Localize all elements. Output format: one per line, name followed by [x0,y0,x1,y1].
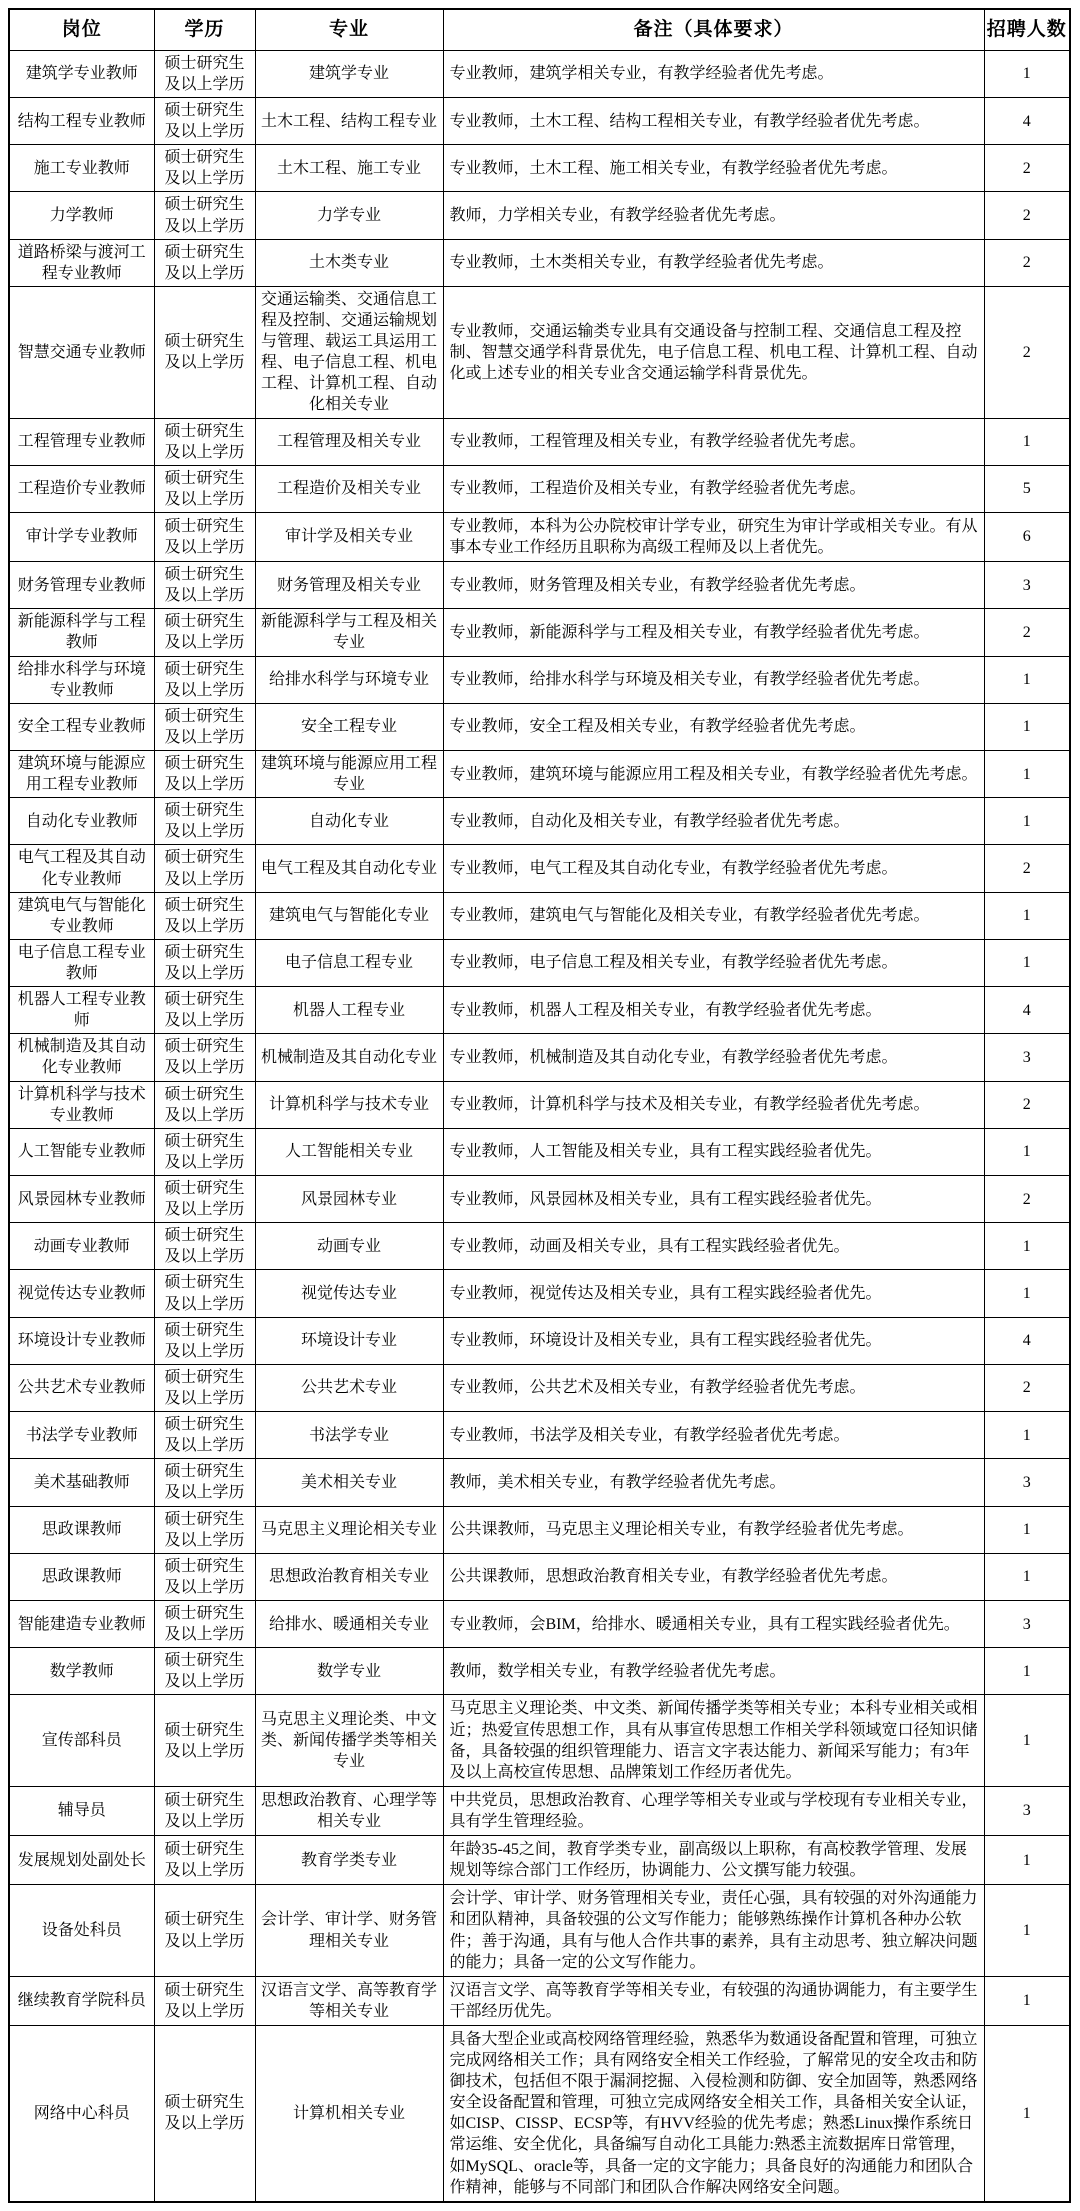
requirements-cell: 教师，数学相关专业，有教学经验者优先考虑。 [443,1648,984,1695]
count-cell: 1 [984,1128,1070,1175]
requirements-cell: 专业教师，建筑环境与能源应用工程及相关专业，有教学经验者优先考虑。 [443,751,984,798]
major-cell: 思想政治教育、心理学等相关专业 [255,1786,443,1835]
position-cell: 环境设计专业教师 [9,1317,154,1364]
major-cell: 审计学及相关专业 [255,512,443,561]
position-cell: 新能源科学与工程教师 [9,609,154,656]
table-row [9,286,1070,418]
major-cell: 公共艺术专业 [255,1364,443,1411]
position-cell: 道路桥梁与渡河工程专业教师 [9,239,154,286]
major-cell: 动画专业 [255,1223,443,1270]
major-cell: 给排水、暖通相关专业 [255,1600,443,1647]
table-row [9,97,1070,144]
education-cell: 硕士研究生及以上学历 [154,987,255,1034]
requirements-cell: 专业教师，交通运输类专业具有交通设备与控制工程、交通信息工程及控制、智慧交通学科背景优先，电子信息工程、机电工程、计算机工程、自动化或上述专业的相关专业含交通运输学科背景优先。 [443,286,984,418]
table-row [9,1034,1070,1081]
position-cell: 计算机科学与技术专业教师 [9,1081,154,1128]
education-cell: 硕士研究生及以上学历 [154,1695,255,1786]
position-cell: 动画专业教师 [9,1223,154,1270]
table-row [9,1317,1070,1364]
position-cell: 给排水科学与环境专业教师 [9,656,154,703]
major-cell: 土木工程、施工专业 [255,145,443,192]
requirements-cell: 专业教师，风景园林及相关专业，具有工程实践经验者优先。 [443,1176,984,1223]
major-cell: 建筑学专业 [255,50,443,97]
count-cell: 2 [984,1364,1070,1411]
count-cell: 1 [984,1506,1070,1553]
requirements-cell: 专业教师，土木工程、施工相关专业，有教学经验者优先考虑。 [443,145,984,192]
count-cell: 2 [984,609,1070,656]
major-cell: 工程造价及相关专业 [255,465,443,512]
education-cell: 硕士研究生及以上学历 [154,1976,255,2025]
count-cell: 3 [984,562,1070,609]
position-cell: 继续教育学院科员 [9,1976,154,2025]
education-cell: 硕士研究生及以上学历 [154,97,255,144]
requirements-cell: 专业教师，环境设计及相关专业，具有工程实践经验者优先。 [443,1317,984,1364]
header-education: 学历 [154,9,255,50]
education-cell: 硕士研究生及以上学历 [154,145,255,192]
table-row [9,656,1070,703]
major-cell: 建筑电气与智能化专业 [255,892,443,939]
requirements-cell: 专业教师，计算机科学与技术及相关专业，有教学经验者优先考虑。 [443,1081,984,1128]
count-cell: 1 [984,1270,1070,1317]
major-cell: 马克思主义理论相关专业 [255,1506,443,1553]
table-row [9,1885,1070,1976]
table-row [9,1553,1070,1600]
education-cell: 硕士研究生及以上学历 [154,1176,255,1223]
header-major: 专业 [255,9,443,50]
education-cell: 硕士研究生及以上学历 [154,512,255,561]
major-cell: 力学专业 [255,192,443,239]
count-cell: 4 [984,987,1070,1034]
table-row [9,892,1070,939]
education-cell: 硕士研究生及以上学历 [154,892,255,939]
position-cell: 人工智能专业教师 [9,1128,154,1175]
education-cell: 硕士研究生及以上学历 [154,1506,255,1553]
count-cell: 1 [984,656,1070,703]
requirements-cell: 专业教师，电气工程及其自动化专业，有教学经验者优先考虑。 [443,845,984,892]
requirements-cell: 专业教师，机器人工程及相关专业，有教学经验者优先考虑。 [443,987,984,1034]
count-cell: 3 [984,1459,1070,1506]
requirements-cell: 专业教师，动画及相关专业，具有工程实践经验者优先。 [443,1223,984,1270]
requirements-cell: 专业教师，自动化及相关专业，有教学经验者优先考虑。 [443,798,984,845]
table-header-row [9,9,1070,50]
count-cell: 1 [984,892,1070,939]
major-cell: 风景园林专业 [255,1176,443,1223]
position-cell: 安全工程专业教师 [9,703,154,750]
count-cell: 1 [984,1553,1070,1600]
education-cell: 硕士研究生及以上学历 [154,1081,255,1128]
requirements-cell: 具备大型企业或高校网络管理经验，熟悉华为数通设备配置和管理，可独立完成网络相关工作；具有网络安全相关工作经验，了解常见的安全攻击和防御技术，包括但不限于漏洞挖掘、入侵检测和防御、安全加固等，熟悉网络安全设备配置和管理，可独立完成网络安全相关工作，具备相关安全认证，如CISP、CISSP、ECSP等，有HVV经验的优先考虑；熟悉Linux操作系统日常运维、安全优化，具备编写自动化工具能力:熟悉主流数据库日常管理，如MySQL、oracle等，具备一定的文字能力；具备良好的沟通能力和团队合作精神，能够与不同部门和团队合作解决网络安全问题。 [443,2025,984,2201]
education-cell: 硕士研究生及以上学历 [154,1836,255,1885]
table-row [9,1412,1070,1459]
education-cell: 硕士研究生及以上学历 [154,939,255,986]
table-row [9,239,1070,286]
education-cell: 硕士研究生及以上学历 [154,192,255,239]
position-cell: 结构工程专业教师 [9,97,154,144]
count-cell: 1 [984,418,1070,465]
major-cell: 交通运输类、交通信息工程及控制、交通运输规划与管理、载运工具运用工程、电子信息工程、机电工程、计算机工程、自动化相关专业 [255,286,443,418]
requirements-cell: 专业教师，建筑电气与智能化及相关专业，有教学经验者优先考虑。 [443,892,984,939]
education-cell: 硕士研究生及以上学历 [154,798,255,845]
education-cell: 硕士研究生及以上学历 [154,286,255,418]
count-cell: 3 [984,1034,1070,1081]
count-cell: 2 [984,286,1070,418]
requirements-cell: 中共党员，思想政治教育、心理学等相关专业或与学校现有专业相关专业，具有学生管理经验。 [443,1786,984,1835]
position-cell: 思政课教师 [9,1506,154,1553]
position-cell: 辅导员 [9,1786,154,1835]
position-cell: 美术基础教师 [9,1459,154,1506]
position-cell: 设备处科员 [9,1885,154,1976]
education-cell: 硕士研究生及以上学历 [154,50,255,97]
education-cell: 硕士研究生及以上学历 [154,1412,255,1459]
position-cell: 电子信息工程专业教师 [9,939,154,986]
education-cell: 硕士研究生及以上学历 [154,845,255,892]
requirements-cell: 专业教师，工程管理及相关专业，有教学经验者优先考虑。 [443,418,984,465]
position-cell: 智慧交通专业教师 [9,286,154,418]
education-cell: 硕士研究生及以上学历 [154,1459,255,1506]
education-cell: 硕士研究生及以上学历 [154,656,255,703]
table-row [9,1081,1070,1128]
major-cell: 书法学专业 [255,1412,443,1459]
major-cell: 会计学、审计学、财务管理相关专业 [255,1885,443,1976]
table-row [9,50,1070,97]
table-row [9,987,1070,1034]
table-row [9,939,1070,986]
major-cell: 财务管理及相关专业 [255,562,443,609]
major-cell: 机器人工程专业 [255,987,443,1034]
education-cell: 硕士研究生及以上学历 [154,465,255,512]
major-cell: 计算机科学与技术专业 [255,1081,443,1128]
header-position: 岗位 [9,9,154,50]
position-cell: 数学教师 [9,1648,154,1695]
table-row [9,1786,1070,1835]
education-cell: 硕士研究生及以上学历 [154,1786,255,1835]
table-row [9,1128,1070,1175]
major-cell: 新能源科学与工程及相关专业 [255,609,443,656]
major-cell: 工程管理及相关专业 [255,418,443,465]
table-row [9,609,1070,656]
count-cell: 1 [984,798,1070,845]
table-row [9,465,1070,512]
table-row [9,1976,1070,2025]
count-cell: 1 [984,703,1070,750]
count-cell: 3 [984,1786,1070,1835]
count-cell: 1 [984,1412,1070,1459]
requirements-cell: 汉语言文学、高等教育学等相关专业，有较强的沟通协调能力，有主要学生干部经历优先。 [443,1976,984,2025]
table-row [9,1364,1070,1411]
major-cell: 视觉传达专业 [255,1270,443,1317]
major-cell: 安全工程专业 [255,703,443,750]
requirements-cell: 专业教师，人工智能及相关专业，具有工程实践经验者优先。 [443,1128,984,1175]
position-cell: 机器人工程专业教师 [9,987,154,1034]
table-row [9,145,1070,192]
requirements-cell: 专业教师，电子信息工程及相关专业，有教学经验者优先考虑。 [443,939,984,986]
position-cell: 力学教师 [9,192,154,239]
position-cell: 宣传部科员 [9,1695,154,1786]
count-cell: 2 [984,1081,1070,1128]
table-row [9,703,1070,750]
major-cell: 土木工程、结构工程专业 [255,97,443,144]
requirements-cell: 专业教师，土木工程、结构工程相关专业，有教学经验者优先考虑。 [443,97,984,144]
position-cell: 自动化专业教师 [9,798,154,845]
table-row [9,1223,1070,1270]
position-cell: 财务管理专业教师 [9,562,154,609]
table-row [9,1836,1070,1885]
count-cell: 2 [984,1176,1070,1223]
table-row [9,1695,1070,1786]
education-cell: 硕士研究生及以上学历 [154,2025,255,2201]
education-cell: 硕士研究生及以上学历 [154,1600,255,1647]
count-cell: 1 [984,1223,1070,1270]
count-cell: 1 [984,1648,1070,1695]
major-cell: 人工智能相关专业 [255,1128,443,1175]
requirements-cell: 专业教师，会BIM，给排水、暖通相关专业，具有工程实践经验者优先。 [443,1600,984,1647]
table-row [9,845,1070,892]
position-cell: 网络中心科员 [9,2025,154,2201]
major-cell: 电子信息工程专业 [255,939,443,986]
education-cell: 硕士研究生及以上学历 [154,1885,255,1976]
count-cell: 1 [984,751,1070,798]
position-cell: 电气工程及其自动化专业教师 [9,845,154,892]
requirements-cell: 专业教师，公共艺术及相关专业，有教学经验者优先考虑。 [443,1364,984,1411]
major-cell: 给排水科学与环境专业 [255,656,443,703]
requirements-cell: 专业教师，本科为公办院校审计学专业，研究生为审计学或相关专业。有从事本专业工作经历且职称为高级工程师及以上者优先。 [443,512,984,561]
education-cell: 硕士研究生及以上学历 [154,1364,255,1411]
count-cell: 1 [984,2025,1070,2201]
table-row [9,418,1070,465]
count-cell: 1 [984,1695,1070,1786]
count-cell: 4 [984,1317,1070,1364]
count-cell: 2 [984,845,1070,892]
table-row [9,1270,1070,1317]
major-cell: 马克思主义理论类、中文类、新闻传播学类等相关专业 [255,1695,443,1786]
table-row [9,562,1070,609]
education-cell: 硕士研究生及以上学历 [154,609,255,656]
requirements-cell: 会计学、审计学、财务管理相关专业，责任心强，具有较强的对外沟通能力和团队精神，具备较强的公文写作能力；能够熟练操作计算机各种办公软件；善于沟通，具有与他人合作共事的素养，具有主动思考、独立解决问题的能力；具备一定的公文写作能力。 [443,1885,984,1976]
count-cell: 1 [984,939,1070,986]
education-cell: 硕士研究生及以上学历 [154,1128,255,1175]
requirements-cell: 专业教师，机械制造及其自动化专业，有教学经验者优先考虑。 [443,1034,984,1081]
position-cell: 建筑电气与智能化专业教师 [9,892,154,939]
count-cell: 4 [984,97,1070,144]
table-row [9,1506,1070,1553]
major-cell: 美术相关专业 [255,1459,443,1506]
table-row [9,2025,1070,2201]
requirements-cell: 公共课教师，马克思主义理论相关专业，有教学经验者优先考虑。 [443,1506,984,1553]
education-cell: 硕士研究生及以上学历 [154,1223,255,1270]
header-requirements: 备注（具体要求） [443,9,984,50]
position-cell: 发展规划处副处长 [9,1836,154,1885]
position-cell: 书法学专业教师 [9,1412,154,1459]
count-cell: 1 [984,1976,1070,2025]
header-count: 招聘人数 [984,9,1070,50]
requirements-cell: 专业教师，土木类相关专业，有教学经验者优先考虑。 [443,239,984,286]
position-cell: 视觉传达专业教师 [9,1270,154,1317]
count-cell: 3 [984,1600,1070,1647]
table-row [9,192,1070,239]
education-cell: 硕士研究生及以上学历 [154,1270,255,1317]
count-cell: 1 [984,1836,1070,1885]
position-cell: 施工专业教师 [9,145,154,192]
position-cell: 审计学专业教师 [9,512,154,561]
major-cell: 机械制造及其自动化专业 [255,1034,443,1081]
education-cell: 硕士研究生及以上学历 [154,1648,255,1695]
table-row [9,798,1070,845]
position-cell: 风景园林专业教师 [9,1176,154,1223]
requirements-cell: 专业教师，书法学及相关专业，有教学经验者优先考虑。 [443,1412,984,1459]
education-cell: 硕士研究生及以上学历 [154,239,255,286]
education-cell: 硕士研究生及以上学历 [154,562,255,609]
position-cell: 公共艺术专业教师 [9,1364,154,1411]
count-cell: 1 [984,50,1070,97]
education-cell: 硕士研究生及以上学历 [154,751,255,798]
major-cell: 建筑环境与能源应用工程专业 [255,751,443,798]
major-cell: 自动化专业 [255,798,443,845]
count-cell: 2 [984,145,1070,192]
count-cell: 2 [984,192,1070,239]
requirements-cell: 专业教师，新能源科学与工程及相关专业，有教学经验者优先考虑。 [443,609,984,656]
table-body [9,50,1070,2202]
major-cell: 土木类专业 [255,239,443,286]
requirements-cell: 专业教师，给排水科学与环境及相关专业，有教学经验者优先考虑。 [443,656,984,703]
education-cell: 硕士研究生及以上学历 [154,1034,255,1081]
position-cell: 工程造价专业教师 [9,465,154,512]
position-cell: 智能建造专业教师 [9,1600,154,1647]
education-cell: 硕士研究生及以上学历 [154,703,255,750]
count-cell: 5 [984,465,1070,512]
table-row [9,1176,1070,1223]
position-cell: 工程管理专业教师 [9,418,154,465]
position-cell: 建筑环境与能源应用工程专业教师 [9,751,154,798]
major-cell: 电气工程及其自动化专业 [255,845,443,892]
major-cell: 数学专业 [255,1648,443,1695]
count-cell: 2 [984,239,1070,286]
table-row [9,751,1070,798]
table-row [9,512,1070,561]
requirements-cell: 专业教师，建筑学相关专业，有教学经验者优先考虑。 [443,50,984,97]
education-cell: 硕士研究生及以上学历 [154,418,255,465]
table-row [9,1600,1070,1647]
requirements-cell: 专业教师，工程造价及相关专业，有教学经验者优先考虑。 [443,465,984,512]
requirements-cell: 专业教师，财务管理及相关专业，有教学经验者优先考虑。 [443,562,984,609]
requirements-cell: 专业教师，视觉传达及相关专业，具有工程实践经验者优先。 [443,1270,984,1317]
position-cell: 建筑学专业教师 [9,50,154,97]
recruitment-table [8,8,1071,2203]
requirements-cell: 公共课教师，思想政治教育相关专业，有教学经验者优先考虑。 [443,1553,984,1600]
requirements-cell: 专业教师，安全工程及相关专业，有教学经验者优先考虑。 [443,703,984,750]
count-cell: 6 [984,512,1070,561]
education-cell: 硕士研究生及以上学历 [154,1317,255,1364]
requirements-cell: 年龄35-45之间，教育学类专业，副高级以上职称，有高校教学管理、发展规划等综合部门工作经历，协调能力、公文撰写能力较强。 [443,1836,984,1885]
requirements-cell: 教师，力学相关专业，有教学经验者优先考虑。 [443,192,984,239]
table-row [9,1459,1070,1506]
position-cell: 机械制造及其自动化专业教师 [9,1034,154,1081]
requirements-cell: 马克思主义理论类、中文类、新闻传播学类等相关专业；本科专业相关或相近；热爱宣传思想工作，具有从事宣传思想工作相关学科领域宽口径知识储备，具备较强的组织管理能力、语言文字表达能力、新闻采写能力；有3年及以上高校宣传思想、品牌策划工作经历者优先。 [443,1695,984,1786]
education-cell: 硕士研究生及以上学历 [154,1553,255,1600]
major-cell: 计算机相关专业 [255,2025,443,2201]
major-cell: 环境设计专业 [255,1317,443,1364]
requirements-cell: 教师，美术相关专业，有教学经验者优先考虑。 [443,1459,984,1506]
table-row [9,1648,1070,1695]
major-cell: 思想政治教育相关专业 [255,1553,443,1600]
major-cell: 汉语言文学、高等教育学等相关专业 [255,1976,443,2025]
count-cell: 1 [984,1885,1070,1976]
position-cell: 思政课教师 [9,1553,154,1600]
major-cell: 教育学类专业 [255,1836,443,1885]
